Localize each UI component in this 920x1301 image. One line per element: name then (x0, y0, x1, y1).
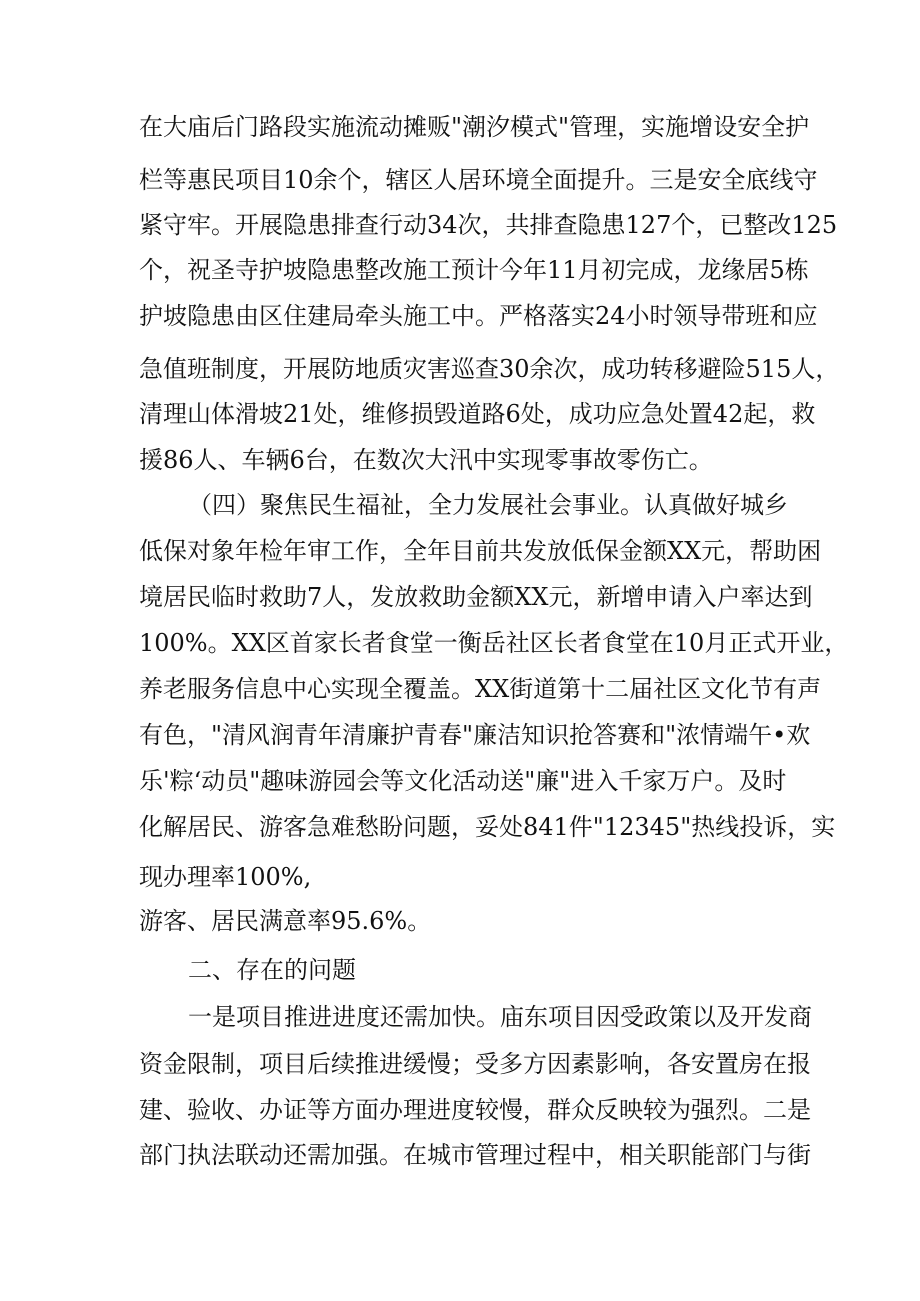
paragraph-line: 建、验收、办证等方面办理进度较慢，群众反映较为强烈。二是 (139, 1096, 811, 1124)
paragraph-line: 个，祝圣寺护坡隐患整改施工预计今年11月初完成，龙缘居5栋 (139, 256, 809, 284)
paragraph-line: 紧守牢。开展隐患排查行动34次，共排查隐患127个，已整改125 (139, 211, 838, 239)
paragraph-line: 急值班制度，开展防地质灾害巡查30余次，成功转移避险515人， (139, 355, 840, 383)
paragraph-line: 部门执法联动还需加强。在城市管理过程中，相关职能部门与街 (139, 1141, 811, 1169)
paragraph-line: 在大庙后门路段实施流动摊贩"潮汐模式"管理，实施增设安全护 (139, 113, 810, 141)
paragraph-line: 乐'粽‘动员"趣味游园会等文化活动送"廉"进入千家万户。及时 (139, 767, 787, 795)
paragraph-line: 有色，"清风润青年清廉护青春"廉洁知识抢答赛和"浓情端午•欢 (139, 721, 811, 749)
paragraph-line: 现办理率100%, (139, 863, 312, 891)
paragraph-line: 资金限制，项目后续推进缓慢；受多方因素影响，各安置房在报 (139, 1050, 811, 1078)
paragraph-line: 清理山体滑坡21处，维修损毁道路6处，成功应急处置42起，救 (139, 400, 816, 428)
paragraph-line: 游客、居民满意率95.6%。 (139, 907, 432, 935)
paragraph-line: 援86人、车辆6台，在数次大汛中实现零事故零伤亡。 (139, 446, 713, 474)
paragraph-line: 栏等惠民项目10余个，辖区人居环境全面提升。三是安全底线守 (139, 166, 818, 194)
section-heading-line: （四）聚焦民生福祉，全力发展社会事业。认真做好城乡 (188, 491, 788, 519)
paragraph-line: 境居民临时救助7人，发放救助金额XX元，新增申请入户率达到 (139, 583, 813, 611)
paragraph-line: 一是项目推进进度还需加快。庙东项目因受政策以及开发商 (188, 1003, 812, 1031)
section-heading: 二、存在的问题 (188, 956, 356, 984)
paragraph-line: 养老服务信息中心实现全覆盖。XX街道第十二届社区文化节有声 (139, 675, 822, 703)
paragraph-line: 低保对象年检年审工作，全年目前共发放低保金额XX元，帮助困 (139, 537, 822, 565)
paragraph-line: 化解居民、游客急难愁盼问题，妥处841件"12345"热线投诉，实 (139, 813, 836, 841)
paragraph-line: 100%。XX区首家长者食堂一衡岳社区长者食堂在10月正式开业， (139, 629, 849, 657)
paragraph-line: 护坡隐患由区住建局牵头施工中。严格落实24小时领导带班和应 (139, 302, 818, 330)
